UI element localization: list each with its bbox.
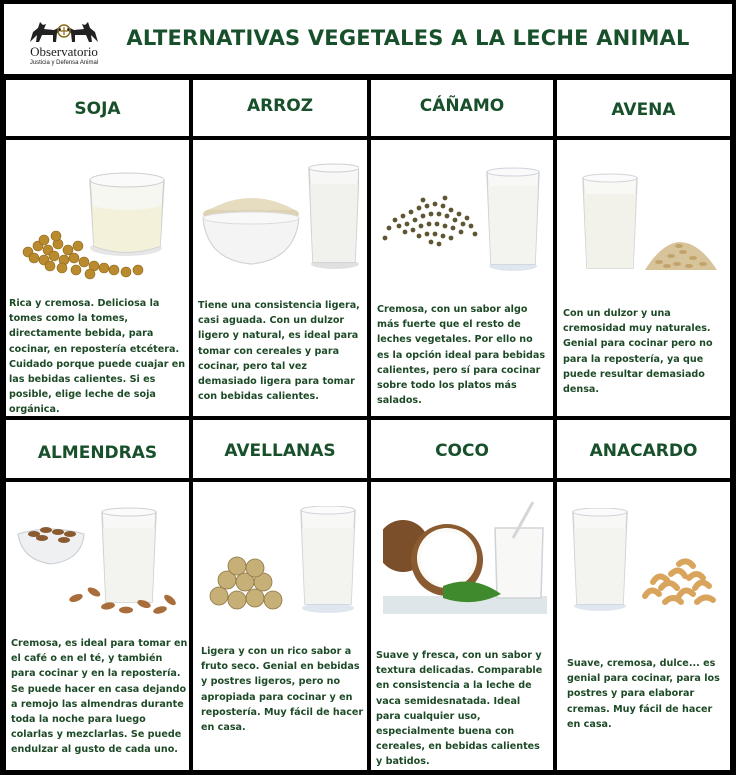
glass-of-milk-with-oat-flakes (575, 172, 725, 276)
milk-name: ARROZ (246, 96, 314, 116)
content-cell-canamo (371, 140, 553, 416)
logo-subtitle: Justicia y Defensa Animal (29, 60, 99, 66)
content-cell-almendras (6, 482, 189, 770)
title-cell-anacardo (557, 420, 730, 478)
dogs-logo-icon (24, 16, 104, 46)
logo-name: Observatorio (30, 44, 98, 59)
title-cell-almendras (6, 420, 189, 478)
title-cell-coco (371, 420, 553, 478)
hemp-seeds-with-glass-of-milk (375, 166, 545, 276)
content-cell-avena (557, 140, 730, 416)
milk-description: Suave y fresca, con un sabor y textura delicadas. Comparable en consistencia a la leche de vaca semidesnatada. Ideal para cualquier uso, especialmente buena con cereales, en bebidas calientes y batidos. (376, 650, 543, 768)
milk-name: CÁÑAMO (419, 96, 505, 116)
bowl-of-rice-with-glass-of-milk (199, 162, 359, 274)
hazelnuts-with-glass-of-milk (201, 506, 361, 618)
milk-description: Cremosa, con un sabor algo más fuerte que el resto de leches vegetales. Por ello no es la opción ideal para bebidas calientes, pero sí para cocinar sobre todo los platos más salados. (377, 304, 546, 407)
milk-description: Rica y cremosa. Deliciosa la tomes como la tomes, directamente bebida, para cocinar, en repostería etcétera. Cuidado porque puede cuajar en las bebidas calientes. Si es posible, elige leche de soja orgánica. (9, 298, 186, 416)
title-cell-avellanas (193, 420, 367, 478)
logo (24, 16, 104, 68)
milk-name: AVENA (611, 100, 676, 120)
content-cell-coco (371, 482, 553, 770)
glass-of-milk-with-cashews (569, 508, 729, 614)
milk-name: ANACARDO (589, 441, 698, 461)
content-cell-avellanas (193, 482, 367, 770)
header (4, 4, 732, 74)
milk-description: Con un dulzor y una cremosidad muy naturales. Genial para cocinar pero no para la repostería, ya que puede resultar demasiado densa. (563, 308, 713, 396)
content-cell-anacardo (557, 482, 730, 770)
almonds-with-glass-of-milk (14, 506, 180, 618)
milk-description: Ligera y con un rico sabor a fruto seco. Genial en bebidas y postres ligeros, pero no apropiada para cocinar y en repostería. Muy fácil de hacer en casa. (201, 646, 364, 734)
glass-of-milk-with-soybeans (14, 166, 174, 286)
page-title: ALTERNATIVAS VEGETALES A LA LECHE ANIMAL (126, 26, 690, 50)
content-cell-soja (6, 140, 189, 416)
milk-name: SOJA (74, 99, 121, 119)
content-cell-arroz (193, 140, 367, 416)
milk-name: COCO (435, 441, 489, 461)
coconut-with-glass-of-milk (383, 498, 547, 614)
milk-name: AVELLANAS (224, 441, 336, 461)
milk-description: Cremosa, es ideal para tomar en el café o en el té, y también para cocinar y en la repostería. Se puede hacer en casa dejando a remojo las almendras durante toda la noche para luego colarlas y mezclarlas. Se puede endulzar al gusto de cada uno. (11, 638, 188, 756)
milk-description: Tiene una consistencia ligera, casi aguada. Con un dulzor ligero y natural, es ideal para tomar con cereales y para cocinar, pero tal vez demasiado ligera para tomar con bebidas calientes. (198, 300, 360, 403)
milk-name: ALMENDRAS (37, 443, 158, 463)
title-cell-avena (557, 80, 730, 136)
milk-description: Suave, cremosa, dulce... es genial para cocinar, para los postres y para elaborar cremas. Muy fácil de hacer en casa. (567, 658, 720, 730)
title-cell-canamo (371, 80, 553, 136)
title-cell-soja (6, 80, 189, 136)
title-cell-arroz (193, 80, 367, 136)
